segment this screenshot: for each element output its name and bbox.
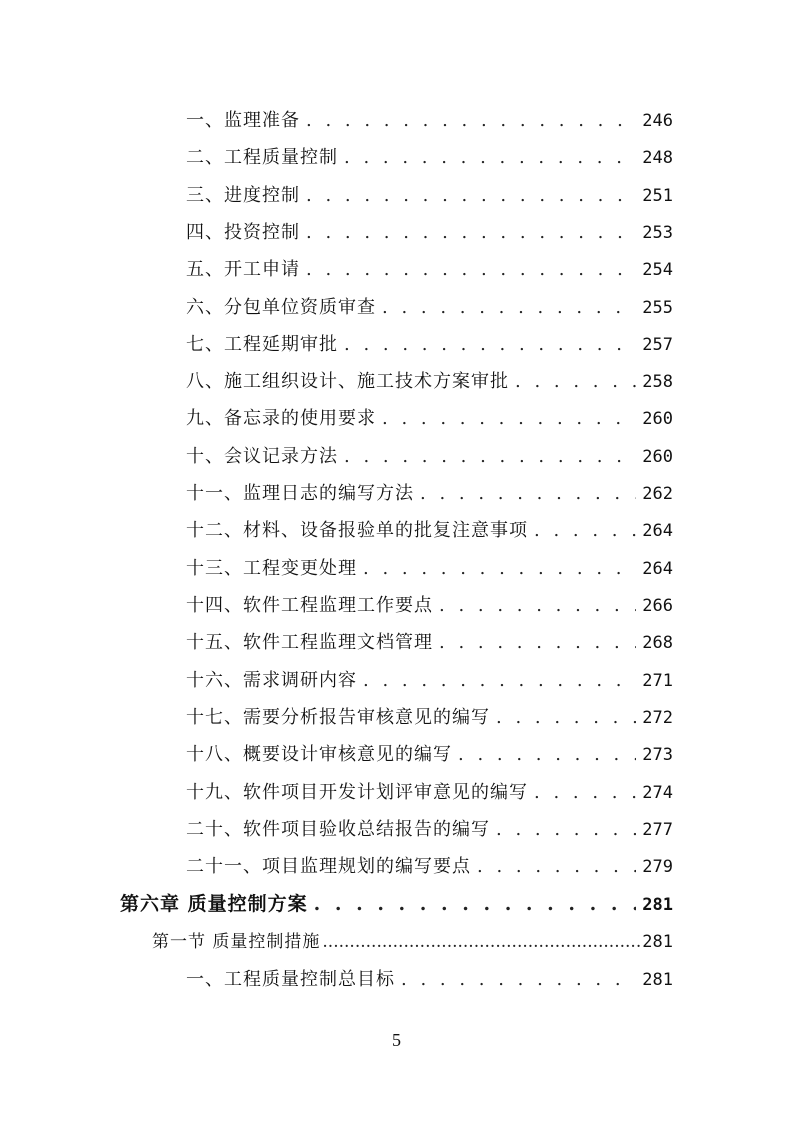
toc-entry[interactable] <box>186 965 673 995</box>
toc-entry-title: 六、分包单位资质审查 <box>186 297 376 318</box>
dot-leader <box>515 371 636 392</box>
toc-chapter-page: 281 <box>642 895 673 915</box>
toc-entry-title: 一、工程质量控制总目标 <box>186 969 395 990</box>
toc-entry[interactable] <box>186 815 673 845</box>
toc-entry-title: 十六、需求调研内容 <box>186 670 357 691</box>
dot-leader <box>306 222 636 243</box>
toc-entry[interactable] <box>186 293 673 323</box>
toc-entry-title: 八、施工组织设计、施工技术方案审批 <box>186 371 509 392</box>
toc-section-page: 281 <box>642 932 673 952</box>
toc-entry-page: 262 <box>642 484 673 504</box>
toc-entry-page: 273 <box>642 745 673 765</box>
toc-entry[interactable] <box>186 404 673 434</box>
toc-entry-title: 三、进度控制 <box>186 185 300 206</box>
toc-entry[interactable] <box>186 255 673 285</box>
toc-entry-title: 九、备忘录的使用要求 <box>186 408 376 429</box>
toc-entry-title: 十八、概要设计审核意见的编写 <box>186 744 452 765</box>
toc-entry-title: 十三、工程变更处理 <box>186 558 357 579</box>
toc-entry-page: 268 <box>642 633 673 653</box>
toc-section[interactable] <box>152 927 673 957</box>
toc-entry-title: 十九、软件项目开发计划评审意见的编写 <box>186 782 528 803</box>
dot-leader <box>496 707 636 728</box>
page-number: 5 <box>392 1030 401 1050</box>
toc-entry-title: 十二、材料、设备报验单的批复注意事项 <box>186 520 528 541</box>
dot-leader <box>306 185 636 206</box>
toc-entry-page: 257 <box>642 335 673 355</box>
toc-entry-title: 一、监理准备 <box>186 110 300 131</box>
dot-leader <box>401 969 636 990</box>
dot-leader <box>534 520 636 541</box>
toc-entry[interactable] <box>186 330 673 360</box>
toc-entry-title: 七、工程延期审批 <box>186 334 338 355</box>
toc-entry[interactable] <box>186 554 673 584</box>
toc-entry[interactable] <box>186 703 673 733</box>
toc-entry[interactable] <box>186 740 673 770</box>
dot-leader <box>496 819 636 840</box>
dot-leader <box>314 893 637 915</box>
toc-entry-page: 266 <box>642 596 673 616</box>
toc-entry[interactable] <box>186 367 673 397</box>
toc-entry-page: 260 <box>642 409 673 429</box>
dot-leader <box>363 670 636 691</box>
toc-entry-title: 十五、软件工程监理文档管理 <box>186 632 433 653</box>
toc-entry[interactable] <box>186 591 673 621</box>
toc-entry[interactable] <box>186 106 673 136</box>
toc-entry-title: 二十、软件项目验收总结报告的编写 <box>186 819 490 840</box>
dot-leader <box>344 334 636 355</box>
toc-entry-page: 281 <box>642 970 673 990</box>
dot-leader <box>439 595 636 616</box>
toc-entry-page: 260 <box>642 447 673 467</box>
toc-entry-title: 二十一、项目监理规划的编写要点 <box>186 856 471 877</box>
toc-entry-title: 十、会议记录方法 <box>186 446 338 467</box>
toc-entry[interactable] <box>186 181 673 211</box>
toc-entry[interactable] <box>186 628 673 658</box>
toc-section-title: 第一节 质量控制措施 <box>152 932 321 952</box>
toc-chapter-title: 第六章 质量控制方案 <box>120 893 308 915</box>
toc-entry-page: 274 <box>642 783 673 803</box>
toc-entry-page: 279 <box>642 857 673 877</box>
toc-entry-title: 十四、软件工程监理工作要点 <box>186 595 433 616</box>
toc-entry[interactable] <box>186 479 673 509</box>
dot-leader <box>344 446 636 467</box>
toc-entry-title: 十一、监理日志的编写方法 <box>186 483 414 504</box>
dot-leader <box>534 782 636 803</box>
toc-entry-page: 246 <box>642 111 673 131</box>
dot-leader <box>382 297 636 318</box>
toc-entry-page: 254 <box>642 260 673 280</box>
toc-entry-page: 251 <box>642 186 673 206</box>
toc-entry-page: 277 <box>642 820 673 840</box>
toc-entry[interactable] <box>186 852 673 882</box>
dot-leader <box>477 856 636 877</box>
toc-entry-title: 四、投资控制 <box>186 222 300 243</box>
toc-entry[interactable] <box>186 143 673 173</box>
toc-entry-title: 五、开工申请 <box>186 259 300 280</box>
dot-leader <box>306 110 636 131</box>
toc-entry-page: 264 <box>642 559 673 579</box>
dot-leader <box>322 932 640 952</box>
toc-entry[interactable] <box>186 442 673 472</box>
toc-entry[interactable] <box>186 218 673 248</box>
dot-leader <box>344 147 636 168</box>
dot-leader <box>458 744 636 765</box>
toc-entry-page: 258 <box>642 372 673 392</box>
toc-entry[interactable] <box>186 778 673 808</box>
toc-entry[interactable] <box>186 516 673 546</box>
dot-leader <box>363 558 636 579</box>
toc-entry-page: 264 <box>642 521 673 541</box>
dot-leader <box>306 259 636 280</box>
toc-entry-title: 二、工程质量控制 <box>186 147 338 168</box>
dot-leader <box>382 408 636 429</box>
toc-entry-page: 271 <box>642 671 673 691</box>
dot-leader <box>420 483 636 504</box>
toc-entry-page: 272 <box>642 708 673 728</box>
toc-chapter[interactable] <box>120 889 673 919</box>
toc-entry-title: 十七、需要分析报告审核意见的编写 <box>186 707 490 728</box>
toc-entry-page: 248 <box>642 148 673 168</box>
toc-entry-page: 253 <box>642 223 673 243</box>
dot-leader <box>439 632 636 653</box>
toc-entry-page: 255 <box>642 298 673 318</box>
toc-entry[interactable] <box>186 666 673 696</box>
